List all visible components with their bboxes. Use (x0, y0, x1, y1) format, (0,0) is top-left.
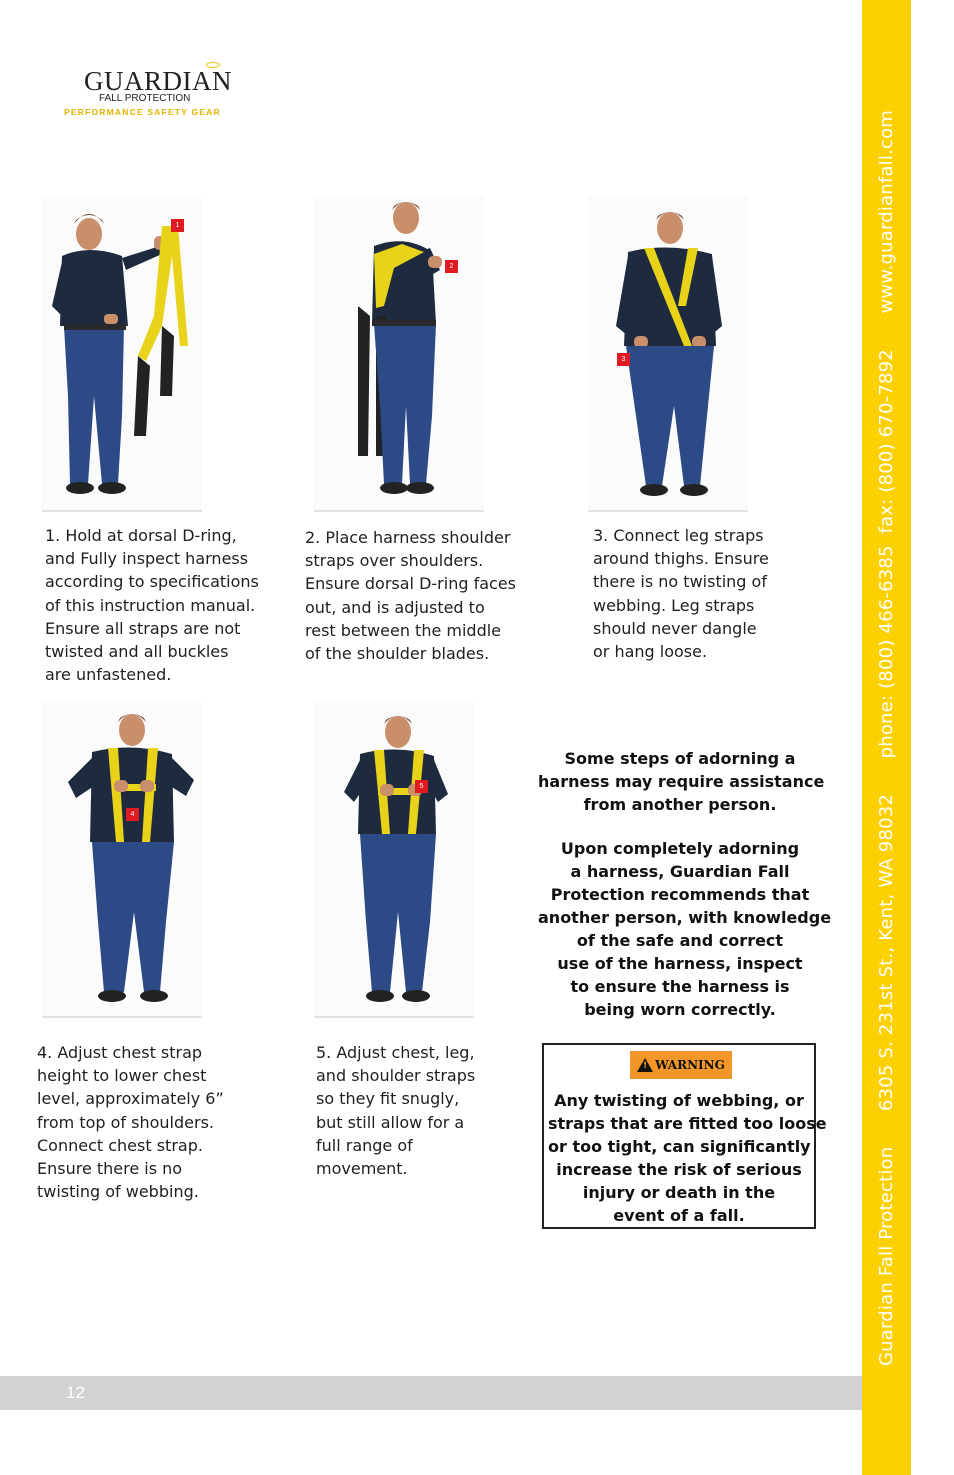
step-1-photo (42, 196, 202, 512)
step-2-text: 2. Place harness shoulder straps over shoulders. Ensure dorsal D-ring faces out, and is adjusted to rest between the middle of the shoulder blades. (305, 528, 516, 664)
step-5-badge: 5 (415, 780, 428, 793)
step-3-photo (588, 196, 748, 512)
step-5-photo (314, 702, 474, 1018)
assistance-paragraph-2: Upon completely adorning a harness, Guardian Fall Protection recommends that another person, with knowledge of the safe and correct use of the harness, inspect to ensure the harness is being worn correctly. (538, 839, 832, 1019)
contact-info-text: Guardian Fall Protection 6305 S. 231st St., Kent, WA 98032 phone: (800) 466-6385 fax: (800) 670-7892 www.guardianfall.com (876, 109, 897, 1366)
step-3-text: 3. Connect leg straps around thighs. Ensure there is no twisting of webbing. Leg straps should never dangle or hang loose. (593, 526, 769, 662)
worker-donning-shoulder-straps-image (314, 196, 484, 512)
step-4-photo (42, 702, 202, 1018)
warning-label (630, 1051, 732, 1079)
step-1-text: 1. Hold at dorsal D-ring, and Fully inspect harness according to specifications of this instruction manual. Ensure all straps are not twisted and all buckles are unfastened. (45, 526, 259, 685)
footer-bar (0, 1376, 862, 1410)
photo-floor-line (588, 510, 748, 512)
photo-floor-line (314, 1016, 474, 1018)
step-5-text: 5. Adjust chest, leg, and shoulder straps so they fit snugly, but still allow for a full range of movement. (316, 1043, 476, 1179)
step-1-badge: 1 (171, 219, 184, 232)
photo-floor-line (314, 510, 484, 512)
step-2-badge: 2 (445, 260, 458, 273)
warning-box (542, 1043, 827, 1229)
step-2-photo (314, 196, 484, 512)
step-4-badge: 4 (126, 808, 139, 821)
warning-label-text: WARNING (655, 1058, 725, 1072)
step-4-text: 4. Adjust chest strap height to lower chest level, approximately 6” from top of shoulders. Connect chest strap. Ensure there is no twisting of webbing. (37, 1043, 224, 1202)
logo-wordmark: GUARDIAN (84, 66, 232, 96)
photo-floor-line (42, 1016, 202, 1018)
page-number: 12 (66, 1383, 85, 1402)
guardian-logo (62, 62, 232, 122)
assistance-paragraph-1: Some steps of adorning a harness may require assistance from another person. (538, 749, 825, 814)
logo-subtitle: FALL PROTECTION (99, 93, 191, 104)
worker-connecting-leg-straps-image (588, 196, 748, 512)
worker-holding-harness-image (42, 196, 202, 512)
worker-adjusting-chest-strap-image (42, 702, 202, 1018)
warning-text: Any twisting of webbing, or straps that are fitted too loose or too tight, can significantly increase the risk of serious injury or death in the event of a fall. (548, 1091, 827, 1225)
assistance-note (538, 747, 832, 1042)
step-3-badge: 3 (617, 353, 630, 366)
photo-floor-line (42, 510, 202, 512)
logo-tagline: PERFORMANCE SAFETY GEAR (64, 107, 221, 117)
warning-triangle-icon: ! (637, 1058, 653, 1072)
worker-adjusting-all-straps-image (314, 702, 474, 1018)
